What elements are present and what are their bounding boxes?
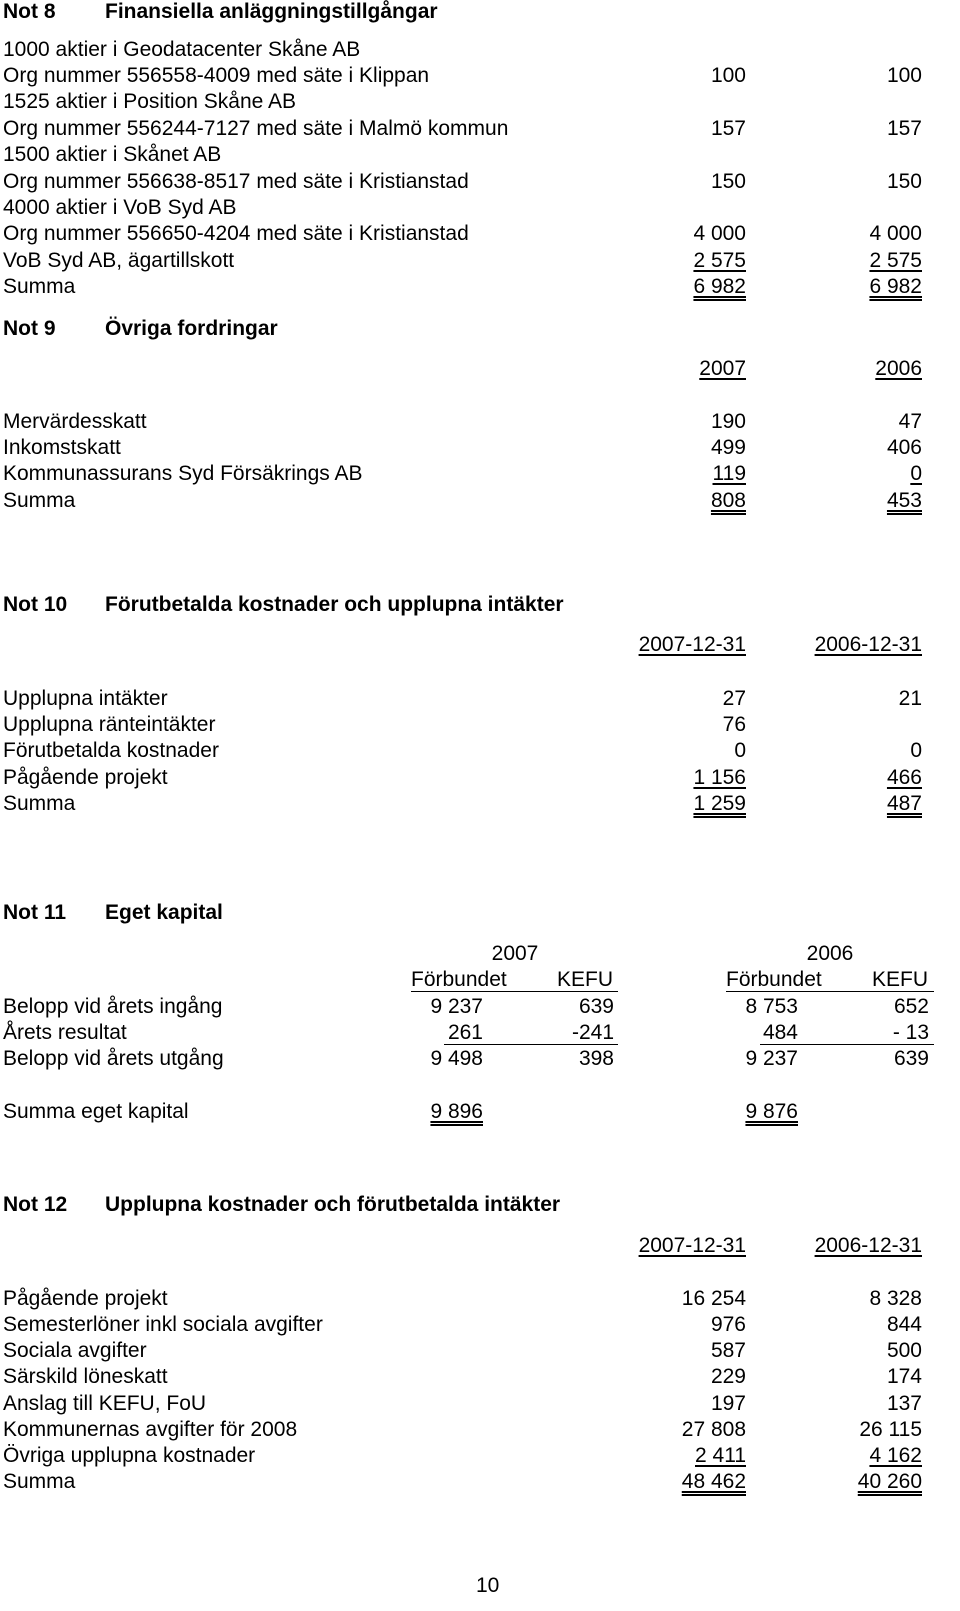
value-2007: 150 [710,170,746,193]
subheader-forbundet-2007: Förbundet [411,968,507,991]
total-2007: 9 896 [430,1100,483,1123]
row-label: Belopp vid årets utgång [3,1047,224,1070]
column-header-2007: 2007-12-31 [638,633,746,656]
column-header-2006: 2006-12-31 [814,1234,922,1257]
value-2006: 500 [886,1339,922,1362]
value-kefu-2007: 398 [578,1047,614,1070]
row-underline-2006 [760,1044,934,1045]
value-2007: 499 [710,436,746,459]
row-label: Upplupna ränteintäkter [3,713,216,736]
row-label: Org nummer 556650-4204 med säte i Kristianstad [3,222,469,245]
row-label: Semesterlöner inkl sociala avgifter [3,1313,323,1336]
column-header-2007: 2007 [699,357,746,380]
value-2007: 27 [722,687,746,710]
page-number: 10 [476,1574,500,1597]
row-label: Kommunernas avgifter för 2008 [3,1418,298,1441]
row-label: Övriga upplupna kostnader [3,1444,256,1467]
value-2007: 119 [712,462,746,485]
row-label: Särskild löneskatt [3,1365,168,1388]
row-label: 1500 aktier i Skånet AB [3,143,222,166]
value-kefu-2007: -241 [571,1021,614,1044]
not12-label: Not 12 [3,1193,68,1216]
row-label: Förutbetalda kostnader [3,739,219,762]
row-label: Pågående projekt [3,1287,168,1310]
value-2007: 100 [710,64,746,87]
value-2007: 229 [710,1365,746,1388]
value-2006: 40 260 [857,1470,922,1493]
row-label: Org nummer 556244-7127 med säte i Malmö kommun [3,117,509,140]
row-label: Summa [3,275,76,298]
value-forbundet-2006: 9 237 [745,1047,798,1070]
row-label: VoB Syd AB, ägartillskott [3,249,235,272]
subheader-underline-2007 [411,991,618,992]
subheader-underline-2006 [726,991,934,992]
row-label: Summa eget kapital [3,1100,189,1123]
value-2007: 976 [710,1313,746,1336]
value-2006: 844 [886,1313,922,1336]
value-forbundet-2006: 8 753 [745,995,798,1018]
value-2006: 157 [886,117,922,140]
not8-title: Finansiella anläggningstillgångar [105,0,438,23]
value-2006: 21 [898,687,922,710]
value-2006: 100 [886,64,922,87]
value-2007: 587 [710,1339,746,1362]
value-2006: 487 [886,792,922,815]
value-2007: 1 156 [693,766,746,789]
row-label: Sociala avgifter [3,1339,147,1362]
value-forbundet-2006: 484 [762,1021,798,1044]
value-forbundet-2007: 9 237 [430,995,483,1018]
value-2007: 0 [734,739,746,762]
column-header-2006: 2006-12-31 [814,633,922,656]
subheader-kefu-2007: KEFU [557,968,614,991]
column-header-2007: 2007-12-31 [638,1234,746,1257]
subheader-kefu-2006: KEFU [872,968,929,991]
value-2006: 0 [910,462,922,485]
value-2007: 808 [710,489,746,512]
value-2006: 4 162 [869,1444,922,1467]
value-2006: 0 [910,739,922,762]
not9-label: Not 9 [3,317,56,340]
value-2006: 47 [898,410,922,433]
value-2006: 6 982 [869,275,922,298]
value-2007: 2 575 [693,249,746,272]
not9-title: Övriga fordringar [105,317,278,340]
row-label: Pågående projekt [3,766,168,789]
value-2007: 197 [710,1392,746,1415]
value-2006: 406 [886,436,922,459]
row-label: Upplupna intäkter [3,687,168,710]
value-2006: 453 [886,489,922,512]
value-kefu-2006: 652 [893,995,929,1018]
year-header-2006 [726,942,934,966]
row-label: Inkomstskatt [3,436,121,459]
row-label: 4000 aktier i VoB Syd AB [3,196,237,219]
row-label: 1000 aktier i Geodatacenter Skåne AB [3,38,361,61]
value-2007: 6 982 [693,275,746,298]
not11-label: Not 11 [3,901,67,924]
year-header-2007 [412,942,618,966]
not8-label: Not 8 [3,0,56,23]
value-2006: 26 115 [859,1418,922,1441]
value-2006: 8 328 [869,1287,922,1310]
subheader-forbundet-2006: Förbundet [726,968,822,991]
row-label: Årets resultat [3,1021,127,1044]
row-label: Mervärdesskatt [3,410,147,433]
value-kefu-2007: 639 [578,995,614,1018]
row-label: Summa [3,792,76,815]
value-kefu-2006: - 13 [892,1021,929,1044]
row-underline-2007 [444,1044,618,1045]
value-2006: 2 575 [869,249,922,272]
value-2007: 157 [710,117,746,140]
value-2006: 137 [886,1392,922,1415]
row-label: Kommunassurans Syd Försäkrings AB [3,462,363,485]
value-2006: 174 [886,1365,922,1388]
year-label: 2006 [806,942,854,965]
value-2006: 150 [886,170,922,193]
row-label: Org nummer 556638-8517 med säte i Kristianstad [3,170,469,193]
row-label: Summa [3,1470,76,1493]
row-label: Belopp vid årets ingång [3,995,223,1018]
row-label: Summa [3,489,76,512]
value-forbundet-2007: 9 498 [430,1047,483,1070]
total-2006: 9 876 [745,1100,798,1123]
value-2007: 4 000 [693,222,746,245]
value-2007: 2 411 [695,1444,746,1467]
year-label: 2007 [491,942,539,965]
value-2006: 466 [886,766,922,789]
value-2007: 190 [710,410,746,433]
row-label: 1525 aktier i Position Skåne AB [3,90,297,113]
not10-title: Förutbetalda kostnader och upplupna intäkter [105,593,564,616]
not12-title: Upplupna kostnader och förutbetalda intäkter [105,1193,561,1216]
value-2007: 16 254 [681,1287,746,1310]
value-kefu-2006: 639 [893,1047,929,1070]
not11-title: Eget kapital [105,901,223,924]
value-2007: 27 808 [681,1418,746,1441]
row-label: Org nummer 556558-4009 med säte i Klippan [3,64,430,87]
value-2007: 48 462 [681,1470,746,1493]
not10-label: Not 10 [3,593,68,616]
column-header-2006: 2006 [875,357,922,380]
row-label: Anslag till KEFU, FoU [3,1392,207,1415]
value-2007: 76 [722,713,746,736]
value-forbundet-2007: 261 [447,1021,483,1044]
value-2006: 4 000 [869,222,922,245]
value-2007: 1 259 [693,792,746,815]
